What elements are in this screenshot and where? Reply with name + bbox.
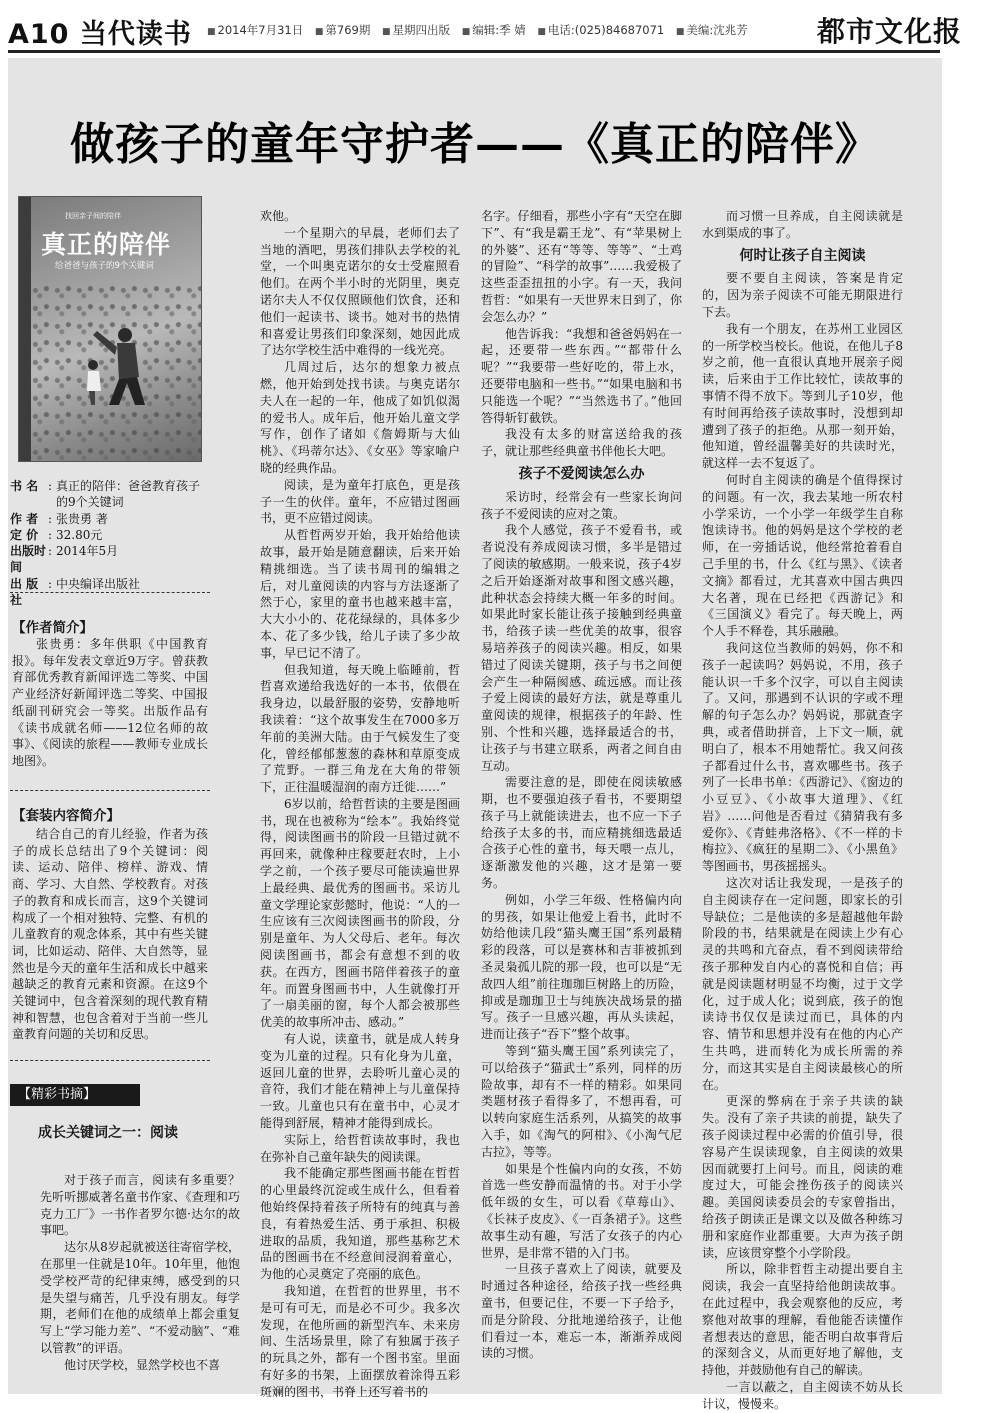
book-info (10, 478, 210, 608)
paragraph: 要不要自主阅读，答案是肯定的，因为亲子阅读不可能无期限进行下去。 (702, 271, 903, 319)
book-info-row: 出版时间 : 2014年5月 (10, 543, 210, 576)
paragraph: 一个星期六的早晨，老师们去了当地的酒吧，男孩们排队去学校的礼堂，一个叫奥克诺尔的女士受雇照看他们。在两个半小时的光阴里，奥克诺尔夫人不仅仅照顾他们饮食，还和他们一起读书、谈书。她对书的热情和喜爱让男孩们印象深刻，她因此成了达尔学校生活中难得的一线光亮。 (260, 225, 460, 358)
newspaper-logo: 都市文化报 (816, 15, 962, 48)
paragraph: 他讨厌学校，显然学校也不喜 (64, 1357, 221, 1372)
subheading: 孩子不爱阅读怎么办 (518, 465, 645, 482)
book-cover-image (18, 196, 202, 462)
paragraph: 如果是个性偏内向的女孩，不妨首选一些安静而温情的书。对于小学低年级的女生，可以看《草莓山》、《长袜子皮皮》、《一百条裙子》。这些故事生动有趣，写活了女孩子的内心世界，是非常不错的入门书。 (481, 1161, 682, 1260)
page-section-label: A10 当代读书 (8, 19, 192, 50)
paragraph: 我问这位当教师的妈妈，你不和孩子一起读吗？妈妈说，不用，孩子能认识一千多个汉字，可以自主阅读了。又问，那遇到不认识的字或不理解的句子怎么办？妈妈说，那就查字典，或者借助拼音，上下文一顺，就明白了，根本不用她帮忙。我又问孩子都看过什么书，喜欢哪些书。孩子列了一长串书单：《西游记》、《窗边的小豆豆》、《小故事大道理》、《红岩》……问他是否看过《猜猜我有多爱你》、《青蛙弗洛格》、《不一样的卡梅拉》、《疯狂的星期二》、《小黑鱼》等图画书，男孩摇摇头。 (702, 640, 903, 874)
cover-tagline: 找回亲子间的陪伴 (65, 212, 121, 220)
paragraph: 例如，小学三年级、性格偏内向的男孩，如果让他爱上看书，此时不妨给他读几段“猫头鹰王国”系列最精彩的段落，可以是赛林和吉菲被抓到圣灵枭孤儿院的那一段，也可以是“无敌四人组”前往珈珈巨树路上的历险，抑或是珈珈卫士与纯族决战场景的描写。孩子一旦感兴趣，再从头读起，进而让孩子“吞下”整个故事。 (481, 892, 682, 1042)
paragraph: 等到“猫头鹰王国”系列读完了，可以给孩子“猫武士”系列，同样的历险故事，却有不一样的精彩。如果同类题材孩子看得多了，不想再看，可以转向家庭生活系列，从搞笑的故事入手，如《淘气的阿柑》、《小淘气尼古拉》，等等。 (481, 1044, 682, 1159)
issue-designer: ■ 美编:沈兆芳 (676, 23, 748, 37)
article-column-1 (40, 1172, 240, 1374)
issue-weekday: ■ 星期四出版 (382, 23, 450, 37)
cover-title: 真正的陪伴 (41, 230, 172, 259)
book-info-row: 书 名 : 真正的陪伴：爸爸教育孩子的9个关键词 (10, 478, 210, 511)
paragraph: 这次对话让我发现，一是孩子的自主阅读存在一定问题，即家长的引导缺位；二是他读的多是超越他年龄阶段的书，结果就是在阅读上少有心灵的共鸣和亢奋点，看不到阅读带给孩子那种发自内心的喜悦和自信；再就是阅读题材明显不均衡，过于文学化，过于成人化；说到底，孩子的饱读诗书仅仅是读过而已，具体的内容、情节和思想并没有在他的内心产生共鸣，进而转化为成长所需的养分，而这其实是自主阅读最核心的所在。 (702, 876, 903, 1092)
divider (10, 592, 210, 593)
book-info-value: 中央编译出版社 (56, 576, 141, 591)
paragraph: 更深的弊病在于亲子共读的缺失。没有了亲子共读的前提，缺失了孩子阅读过程中必需的价值引导，很容易产生误读现象，自主阅读的效果因而就要打上问号。而且，阅读的难度过大，可能会挫伤孩子的阅读兴趣。美国阅读委员会的专家曾指出，给孩子朗读正是课文以及做各种练习册和家庭作业都重要。大声为孩子朗读，应该贯穿整个小学阶段。 (702, 1094, 903, 1260)
paragraph: 我个人感觉，孩子不爱看书，或者说没有养成阅读习惯，多半是错过了阅读的敏感期。一般来说，孩子4岁之后开始逐渐对故事和图文感兴趣，此种状态会持续大概一年多的时间。如果此时家长能让孩子接触到经典童书，给孩子读一些优美的故事，很容易培养孩子的阅读兴趣。相反，如果错过了阅读关键期，孩子与书之间便会产生一种隔阂感、疏远感。而让孩子爱上阅读的最好方法，就是尊重儿童阅读的规律，根据孩子的年龄、性别、个性和兴趣，选择最适合的书，让孩子与书建立联系，两者之间自由互动。 (481, 523, 682, 773)
paragraph: 我有一个朋友，在苏州工业园区的一所学校当校长。他说，在他儿子8岁之前，他一直很认真地开展亲子阅读，后来由于工作比较忙，读故事的事情不得不放下。等到儿子10岁，他有时间再给孩子读故事时，没想到却遭到了孩子的拒绝。从那一刻开始，他知道，曾经温馨美好的共读时光，就这样一去不复返了。 (702, 321, 903, 471)
headline: 做孩子的童年守护者——《真正的陪伴》 (70, 119, 880, 170)
issue-date: ■ 2014年7月31日 (207, 23, 303, 37)
paragraph: 6岁以前，给哲哲读的主要是图画书，现在也被称为“绘本”。我始终觉得，阅读图画书的阶段一旦错过就不再回来，就像种庄稼要赶农时，上小学之前，一个孩子要尽可能读遍世界上最经典、最优秀的图画书。采访儿童文学理论家彭懿时，他说：“人的一生应该有三次阅读图画书的阶段，分别是童年、为人父母后、老年。每次阅读图画书，都会有意想不到的收获。在西方，图画书陪伴着孩子的童年。而置身图画书中，人生就像打开了一扇美丽的窗，每个人都会被那些优美的故事所冲击、感动。” (260, 796, 460, 1030)
header-rule (8, 50, 940, 53)
paragraph: 从哲哲两岁开始，我开始给他读故事，最开始是随意翻读，后来开始精挑细选。当了读书周刊的编辑之后，对儿童阅读的内容与方法逐渐了然于心，家里的童书也越来越丰富，大大小小的、花花绿绿的，具体多少本、花了多少钱，给儿子读了多少故事，早已记不清了。 (260, 528, 460, 660)
paragraph: 有人说，读童书，就是成人转身变为儿童的过程。只有化身为儿童，返回儿童的世界，去聆听儿童心灵的音符，我们才能在精神上与儿童保持一致。儿童也只有在童书中，心灵才能得到舒展，精神才能得到成长。 (260, 1032, 460, 1131)
paragraph: 名字。仔细看，那些小字有“天空在脚下”、有“我是霸王龙”、有“苹果树上的外婆”、还有“等等、等等”、“土鸡的冒险”、“科学的故事”……我爱极了这些歪歪扭扭的小字。有一天，我问哲哲：“如果有一天世界末日到了，你会怎么办？” (481, 209, 682, 324)
set-intro-body: 结合自己的育儿经验，作者为孩子的成长总结出了9个关键词：阅读、运动、陪伴、榜样、游戏、情商、学习、大自然、学校教育。对孩子的教育和成长而言，这9个关键词构成了一个相对独特、完整、有机的儿童教育的观念体系，其中有些关键词，比如运动、陪伴、大自然等，显然也是今天的童年生活和成长中越来越缺乏的教育元素和资源。在这9个关键词中，包含着深刻的现代教育精神和智慧，也包含着对于当前一些儿童教育问题的关切和反思。 (12, 827, 208, 1042)
book-info-value: 张贵勇 著 (56, 511, 108, 526)
paragraph: 几周过后，达尔的想象力被点燃，他开始到处找书读。与奥克诺尔夫人在一起的一年，他成了如饥似渴的爱书人。成年后，他开始儿童文学写作，创作了诸如《詹姆斯与大仙桃》、《玛蒂尔达》、《女巫》等家喻户晓的经典作品。 (260, 360, 460, 475)
book-info-row: 出 版 社 : 中央编译出版社 (10, 576, 210, 609)
paragraph: 所以，除非哲哲主动提出要自主阅读，我会一直坚持给他朗读故事。在此过程中，我会观察他的反应，考察他对故事的理解，看他能否读懂作者想表达的意思，能否明白故事背后的深刻含义，从而更好地了解他，支持他，并鼓励他有自己的解读。 (702, 1262, 903, 1378)
issue-editor: ■ 编辑:季 婧 (462, 23, 526, 37)
paragraph: 对于孩子而言，阅读有多重要？先听听挪威著名童书作家、《查理和巧克力工厂》一书作者罗尔德·达尔的故事吧。 (40, 1173, 240, 1238)
author-intro-heading: 【作者简介】 (12, 620, 93, 636)
set-intro-heading: 【套装内容简介】 (12, 808, 120, 824)
article-column-2 (260, 208, 460, 1401)
issue-number: ■ 第769期 (315, 23, 370, 37)
paragraph: 欢他。 (260, 209, 297, 223)
paragraph: 一言以蔽之，自主阅读不妨从长计议，慢慢来。 (702, 1379, 903, 1411)
book-info-row: 定 价 : 32.80元 (10, 527, 210, 543)
book-info-key: 定 价 (10, 527, 39, 542)
paragraph: 他告诉我：“我想和爸爸妈妈在一起，还要带一些东西。”“都带什么呢？”“我要带一些好吃的，带上水，还要带电脑和一些书。”“如果电脑和书只能选一个呢？”“当然选书了。”他回答得斩钉截铁。 (481, 326, 682, 425)
paragraph: 而习惯一旦养成，自主阅读就是水到渠成的事了。 (702, 209, 903, 240)
paragraph: 需要注意的是，即使在阅读敏感期，也不要强迫孩子看书，不要期望孩子马上就能读进去，也不应一下子给孩子太多的书，而应精挑细选最适合孩子心性的童书，每天喂一点儿，逐渐激发他的兴趣，这才是第一要务。 (481, 775, 682, 891)
book-info-value: 真正的陪伴：爸爸教育孩子的9个关键词 (56, 479, 201, 510)
book-info-key: 出版时间 (10, 544, 47, 575)
article-column-4 (702, 208, 903, 1413)
cover-subtitle: 给爸爸与孩子的9个关键词 (55, 261, 154, 271)
book-info-key: 作 者 (10, 511, 39, 526)
paragraph: 我没有太多的财富送给我的孩子，就让那些经典童书伴他长大吧。 (481, 427, 682, 459)
issue-phone: ■ 电话:(025)84687071 (537, 23, 664, 37)
divider (10, 790, 210, 791)
subheading: 何时让孩子自主阅读 (739, 247, 866, 264)
paragraph: 达尔从8岁起就被送往寄宿学校，在那里一住就是10年。10年里，他饱受学校严苛的纪律束缚，感受到的只是失望与痛苦，几乎没有朋友。每学期，老师们在他的成绩单上都会重复写上“学习能力差”、“不爱动脑”、“难以管教”的评语。 (40, 1240, 240, 1355)
book-info-key: 出 版 社 (10, 576, 39, 608)
book-info-value: 2014年5月 (56, 544, 119, 559)
issue-meta (207, 22, 792, 38)
excerpt-title: 成长关键词之一：阅读 (38, 1125, 178, 1141)
paragraph: 采访时，经常会有一些家长询问孩子不爱阅读的应对之策。 (481, 489, 682, 521)
paragraph: 但我知道，每天晚上临睡前，哲哲喜欢递给我选好的一本书，依偎在我身边，以最舒服的姿势，安静地听我读着：“这个故事发生在7000多万年前的美洲大陆。由于气候发生了变化，曾经郁郁葱葱的森林和草原变成了荒野。一群三角龙在大角的带领下，正往温暖湿润的南方迁徙……” (260, 662, 460, 795)
book-info-value: 32.80元 (56, 527, 103, 542)
right-margin (942, 58, 1000, 1394)
paragraph: 一旦孩子喜欢上了阅读，就要及时通过各种途径，给孩子找一些经典童书，但要记住，不要一下子给予，而是分阶段、分批地递给孩子，让他们看过一本，难忘一本，渐渐养成阅读的习惯。 (481, 1262, 682, 1361)
paragraph: 实际上，给哲哲读故事时，我也在弥补自己童年缺失的阅读课。 (260, 1132, 460, 1164)
excerpt-tag: 【精彩书摘】 (10, 1084, 140, 1106)
author-intro-body: 张贵勇：多年供职《中国教育报》。每年发表文章近9万字。曾获教育部优秀教育新闻评选二等奖、中国产业经济好新闻评选二等奖、中国报纸副刊研究会一等奖。出版作品有《读书成就名师——12位名师的故事》、《阅读的旅程——教师专业成长地图》。 (12, 637, 208, 768)
article-column-3 (481, 208, 682, 1362)
book-spine (19, 197, 31, 461)
paragraph: 我知道，在哲哲的世界里，书不是可有可无，而是必不可少。我多次发现，在他所画的新型汽车、未来房间、生活场景里，除了有独属于孩子的玩具之外，都有一个图书室。里面有好多的书架，上面摆放着涂得五彩斑斓的图书，书脊上还写着书的 (260, 1284, 460, 1399)
book-info-key: 书 名 (10, 479, 39, 493)
book-info-row: 作 者 : 张贵勇 著 (10, 511, 210, 527)
paragraph: 我不能确定那些图画书能在哲哲的心里最终沉淀或生成什么，但看着他始终保持着孩子所特有的纯真与善良，有着热爱生活、勇于承担、积极进取的品质，我知道，那些基称艺术品的图画书在不经意间浸润着童心，为他的心灵奠定了亮丽的底色。 (260, 1166, 460, 1282)
divider (10, 1060, 210, 1061)
paragraph: 何时自主阅读的确是个值得探讨的问题。有一次，我去某地一所农村小学采访，一个小学一年级学生自称饱读诗书。他的妈妈是这个学校的老师，在一旁插话说，他经常抢着看自己手里的书，什么《红与黑》、《读者文摘》都看过，尤其喜欢中国古典四大名著，现在已经把《西游记》和《三国演义》看完了。每天晚上，两个人手不释卷，其乐融融。 (702, 472, 903, 639)
father-child-photo-icon (79, 317, 149, 407)
paragraph: 阅读，是为童年打底色，更是孩子一生的伙伴。童年，不应错过图画书，更不应错过阅读。 (260, 477, 460, 526)
